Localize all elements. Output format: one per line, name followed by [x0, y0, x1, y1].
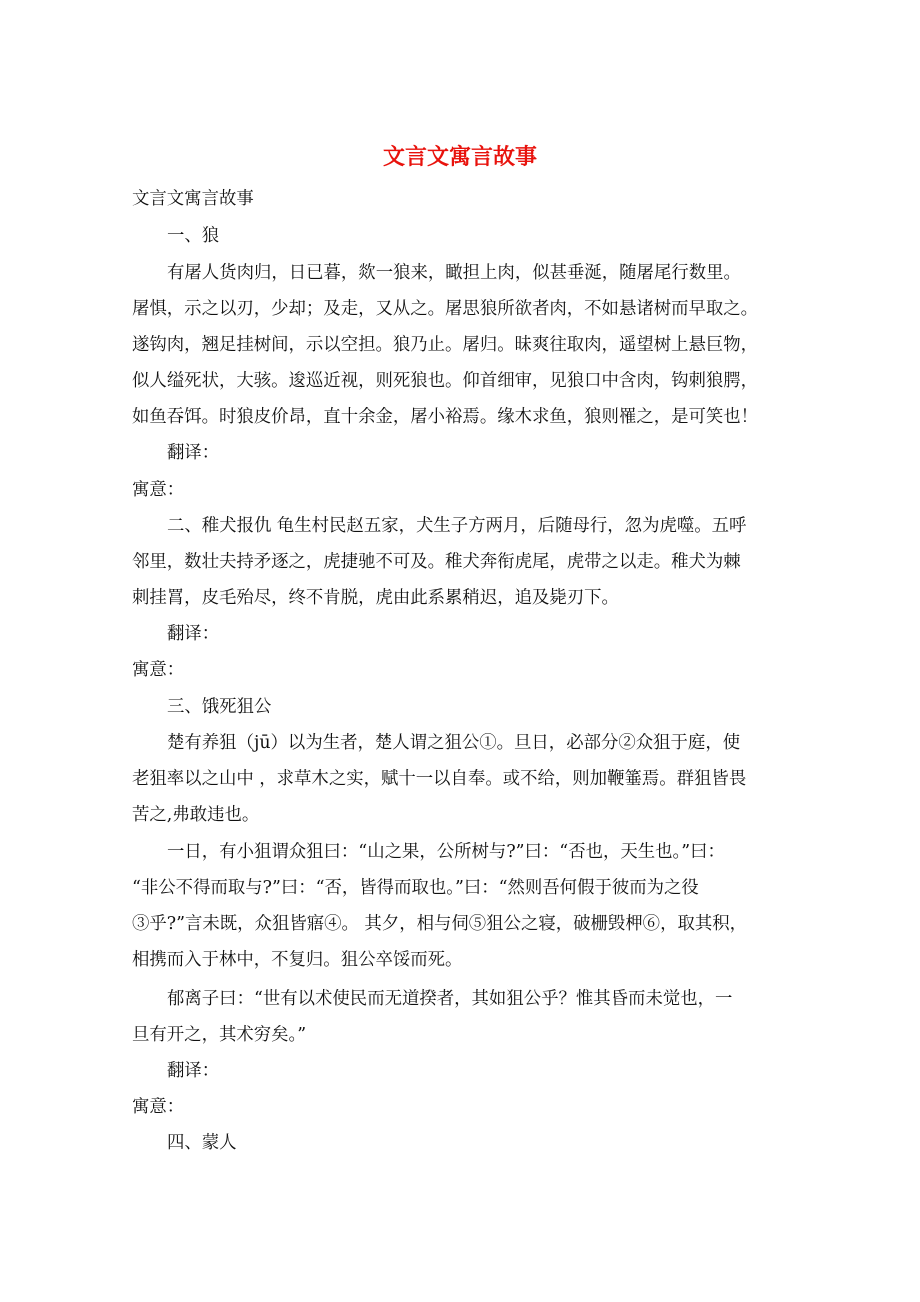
paragraph-line: “非公不得而取与?”曰：“否，皆得而取也。”曰：“然则吾何假于彼而为之役: [132, 878, 699, 898]
translation-label: 翻译：: [167, 443, 220, 463]
paragraph-line: 屠惧，示之以刃，少却；及走，又从之。屠思狼所欲者肉，不如悬诸树而早取之。: [132, 299, 759, 319]
paragraph-line: 郁离子曰：“世有以术使民而无道揆者，其如狙公乎？惟其昏而未觉也，一: [167, 989, 733, 1009]
paragraph-line: 邻里，数壮夫持矛逐之，虎捷驰不可及。稚犬奔衔虎尾，虎带之以走。稚犬为棘: [132, 552, 741, 572]
section-heading-starved-monkey-keeper: 三、饿死狙公: [167, 697, 272, 717]
translation-label: 翻译：: [167, 624, 220, 644]
document-title: 文言文寓言故事: [382, 144, 537, 170]
paragraph-line: 如鱼吞饵。时狼皮价昂，直十余金，屠小裕焉。缘木求鱼，狼则罹之，是可笑也！: [132, 407, 759, 427]
paragraph-line: 刺挂罥，皮毛殆尽，终不肯脱，虎由此系累稍迟，追及毙刃下。: [132, 588, 619, 608]
section-heading-meng-man: 四、蒙人: [167, 1133, 237, 1153]
paragraph-line: 有屠人货肉归，日已暮，欻一狼来，瞰担上肉，似甚垂涎，随屠尾行数里。: [167, 263, 741, 283]
paragraph-line: 老狙率以之山中 ，求草木之实，赋十一以自奉。或不给，则加鞭箠焉。群狙皆畏: [132, 769, 747, 789]
paragraph-line: 旦有开之，其术穷矣。”: [132, 1025, 307, 1045]
translation-label: 翻译：: [167, 1061, 220, 1081]
paragraph-line: 楚有养狙（jū）以为生者，楚人谓之狙公①。旦日，必部分②众狙于庭，使: [167, 733, 741, 753]
moral-label: 寓意：: [132, 480, 185, 500]
paragraph-line: 似人缢死状，大骇。逡巡近视，则死狼也。仰首细审，见狼口中含肉，钩刺狼腭，: [132, 371, 759, 391]
section-heading-wolf: 一、狼: [167, 226, 220, 246]
paragraph-line: 遂钩肉，翘足挂树间，示以空担。狼乃止。屠归。昧爽往取肉，遥望树上悬巨物，: [132, 335, 759, 355]
moral-label: 寓意：: [132, 660, 185, 680]
paragraph-line: 相携而入于林中，不复归。狙公卒馁而死。: [132, 950, 463, 970]
paragraph-line: 一日，有小狙谓众狙曰：“山之果，公所树与?”曰：“否也，天生也。”曰：: [167, 842, 725, 862]
moral-label: 寓意：: [132, 1097, 185, 1117]
paragraph-line: 苦之,弗敢违也。: [132, 805, 260, 825]
paragraph-line: 二、稚犬报仇 龟生村民赵五家，犬生子方两月，后随母行，忽为虎噬。五呼: [167, 516, 747, 536]
document-subtitle: 文言文寓言故事: [132, 189, 254, 209]
paragraph-line: ③乎?”言未既，众狙皆寤④。 其夕，相与伺⑤狙公之寝，破栅毁柙⑥，取其积，: [132, 914, 748, 934]
